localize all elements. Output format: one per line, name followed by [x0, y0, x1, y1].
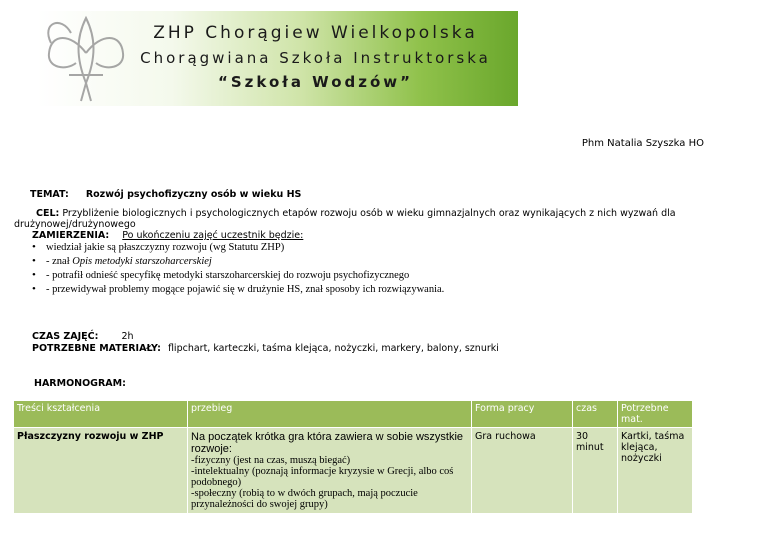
bullet-icon: • [32, 283, 36, 295]
zamierzenia-value: Po ukończeniu zajęć uczestnik będzie: [122, 230, 304, 241]
cel-cont: drużynowej/drużynowego [14, 219, 136, 230]
header-line-1: ZHP Chorągiew Wielkopolska [153, 23, 478, 43]
cell-materialy: Kartki, taśma klejąca, nożyczki [618, 428, 693, 514]
czas-row [32, 331, 134, 342]
temat-value: Rozwój psychofizyczny osób w wieku HS [85, 189, 302, 200]
list-item: • - przewidywał problemy mogące pojawić się w drużynie HS, znał sposoby ich rozwiązywania. [32, 283, 445, 295]
temat-label: TEMAT: [30, 189, 69, 200]
cell-czas: 30 minut [573, 428, 618, 514]
author-name: Phm Natalia Szyszka HO [581, 138, 704, 149]
header-tresci: Treści kształcenia [14, 401, 188, 428]
list-item: • - znał Opis metodyki starszoharcerskiej [32, 255, 212, 267]
cell-forma: Gra ruchowa [472, 428, 573, 514]
cel-value: Przybliżenie biologicznych i psychologicznych etapów rozwoju osób w wieku gimnazjalnych oraz wynikających z nich wyzwań dla [62, 208, 676, 219]
table-header-row [14, 401, 693, 428]
header-materialy: Potrzebne mat. [618, 401, 693, 428]
bullet-icon: • [32, 241, 36, 253]
header-przebieg: przebieg [188, 401, 472, 428]
schedule-table [13, 400, 693, 514]
czas-label: CZAS ZAJĘĆ: [32, 331, 99, 342]
header-line-2: Chorągwiana Szkoła Instruktorska [140, 49, 491, 67]
cell-tresci: Płaszczyzny rozwoju w ZHP [14, 428, 188, 514]
czas-value: 2h [121, 331, 134, 342]
harmonogram-label: HARMONOGRAM: [34, 378, 126, 389]
cel-row [36, 208, 676, 219]
goals-list [32, 240, 444, 296]
header-line-3: “Szkoła Wodzów” [218, 73, 413, 91]
header-banner [37, 11, 518, 106]
cel-label: CEL: [36, 208, 60, 219]
materialy-row [32, 343, 499, 354]
table-row [14, 428, 693, 514]
list-item: • - potrafił odnieść specyfikę metodyki starszoharcerskiej do rozwoju psychofizycznego [32, 269, 410, 281]
header-forma: Forma pracy [472, 401, 573, 428]
list-item: • wiedział jakie są płaszczyzny rozwoju (wg Statutu ZHP) [32, 241, 285, 253]
cell-przebieg: Na początek krótka gra która zawiera w sobie wszystkie rozwoje: -fizyczny (jest na czas, muszą biegać) -intelektualny (poznają informacje kryzysie w Grecji, albo coś podobnego) -społeczny (robią to w dwóch grupach, mają poczucie przynależności do swojej grupy) [188, 428, 472, 514]
zamierzenia-label: ZAMIERZENIA: [32, 230, 110, 241]
materialy-value: flipchart, karteczki, taśma klejąca, nożyczki, markery, balony, sznurki [167, 343, 499, 354]
bullet-icon: • [32, 269, 36, 281]
header-czas: czas [573, 401, 618, 428]
bullet-icon: • [32, 255, 36, 267]
temat-row [30, 189, 301, 200]
materialy-label: POTRZEBNE MATERIAŁY: [32, 343, 161, 354]
